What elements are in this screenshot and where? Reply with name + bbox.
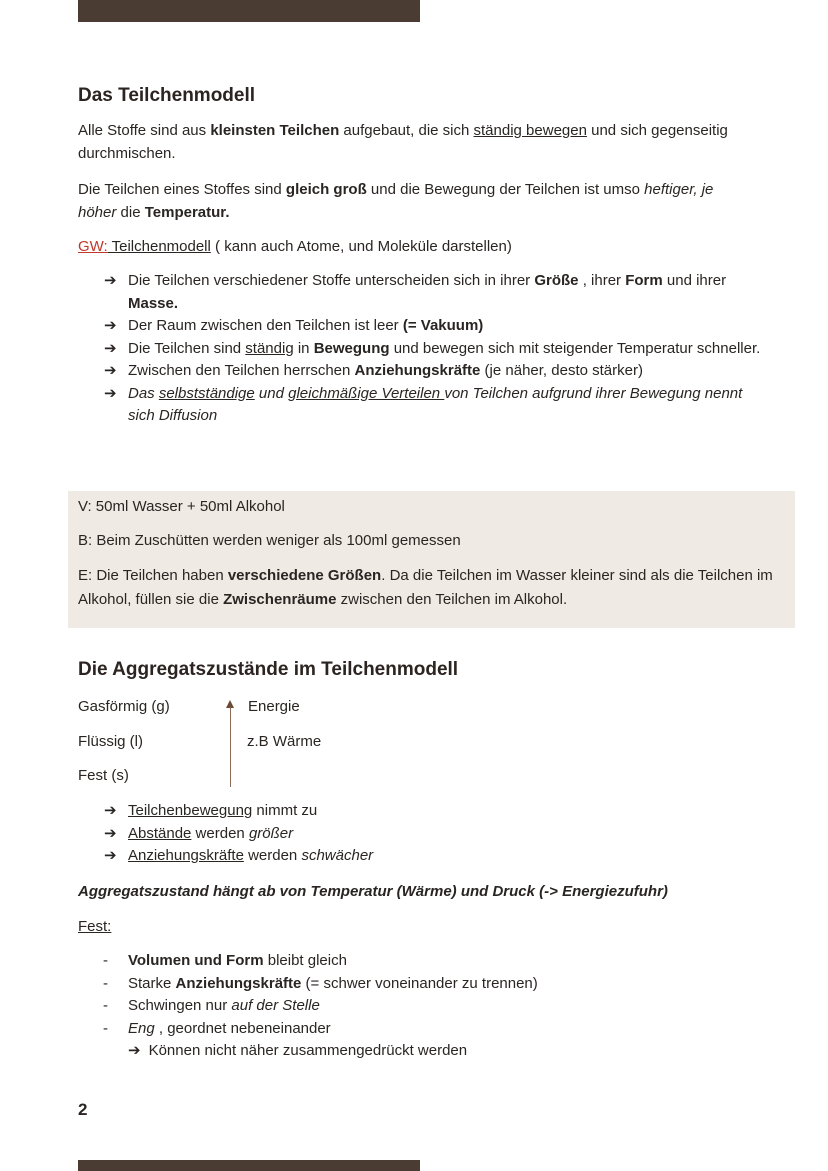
section-title-aggregatszustaende: Die Aggregatszustände im Teilchenmodell	[78, 659, 459, 680]
list-item: ➔ Anziehungskräfte werden schwächer	[104, 845, 764, 868]
fest-sub-item: ➔ Können nicht näher zusammengedrückt werden	[128, 1042, 468, 1059]
list-item: - Eng , geordnet nebeneinander	[103, 1020, 331, 1038]
experiment-beobachtung: B: Beim Zuschütten werden weniger als 100ml gemessen	[78, 532, 461, 549]
header-bar	[78, 0, 420, 22]
temperature-paragraph: Die Teilchen eines Stoffes sind gleich groß und die Bewegung der Teilchen ist umso heftiger, je höher die Temperatur.	[78, 181, 714, 221]
list-item: ➔ Abstände werden größer	[104, 823, 764, 846]
list-item: - Starke Anziehungskräfte (= schwer voneinander zu trennen)	[103, 974, 538, 992]
arrow-right-icon: ➔	[128, 1042, 141, 1059]
footer-bar	[78, 1160, 420, 1171]
fest-properties-list	[103, 950, 763, 1041]
section-title-teilchenmodell: Das Teilchenmodell	[78, 85, 256, 106]
list-item: ➔ Teilchenbewegung nimmt zu	[104, 800, 764, 823]
arrow-right-icon: ➔	[104, 802, 117, 819]
list-item: ➔ Die Teilchen sind ständig in Bewegung und bewegen sich mit steigender Temperatur schneller.	[104, 338, 764, 361]
arrow-right-icon: ➔	[104, 272, 117, 289]
teilchen-properties-list	[104, 270, 764, 428]
fest-label: Fest:	[78, 918, 112, 935]
dependency-statement: Aggregatszustand hängt ab von Temperatur (Wärme) und Druck (-> Energiezufuhr)	[78, 883, 668, 900]
arrow-right-icon: ➔	[104, 824, 117, 842]
energy-example: z.B Wärme	[247, 733, 322, 750]
list-item: - Volumen und Form bleibt gleich	[103, 952, 347, 969]
list-item: ➔ Der Raum zwischen den Teilchen ist leer (= Vakuum)	[104, 315, 764, 338]
experiment-erklaerung: E: Die Teilchen haben verschiedene Größen. Da die Teilchen im Wasser kleiner sind als die Teilchen im Alkohol, füllen sie die Zwischenräume zwischen den Teilchen im Alkohol.	[78, 567, 773, 608]
list-item: ➔ Die Teilchen verschiedener Stoffe unterscheiden sich in ihrer Größe , ihrer Form und ihrer Masse.	[104, 272, 727, 312]
energy-arrow-line	[230, 707, 231, 787]
gw-definition: GW: Teilchenmodell ( kann auch Atome, und Moleküle darstellen)	[78, 238, 512, 255]
page-number: 2	[78, 1100, 88, 1119]
arrow-right-icon: ➔	[104, 339, 117, 357]
state-gas: Gasförmig (g)	[78, 698, 170, 715]
intro-paragraph: Alle Stoffe sind aus kleinsten Teilchen aufgebaut, die sich ständig bewegen und sich gegenseitig durchmischen.	[78, 122, 728, 162]
experiment-versuch: V: 50ml Wasser + 50ml Alkohol	[78, 498, 285, 515]
state-solid: Fest (s)	[78, 767, 129, 784]
effects-list	[104, 800, 764, 868]
arrow-right-icon: ➔	[104, 847, 117, 864]
arrow-right-icon: ➔	[104, 384, 117, 402]
state-liquid: Flüssig (l)	[78, 733, 144, 750]
arrow-right-icon: ➔	[104, 362, 117, 379]
list-item: ➔ Das selbstständige und gleichmäßige Verteilen von Teilchen aufgrund ihrer Bewegung nennt sich Diffusion	[104, 384, 743, 424]
list-item: ➔ Zwischen den Teilchen herrschen Anziehungskräfte (je näher, desto stärker)	[104, 360, 764, 383]
energy-label: Energie	[248, 698, 300, 715]
experiment-box	[68, 491, 795, 628]
list-item: - Schwingen nur auf der Stelle	[103, 997, 320, 1015]
arrow-right-icon: ➔	[104, 317, 117, 334]
